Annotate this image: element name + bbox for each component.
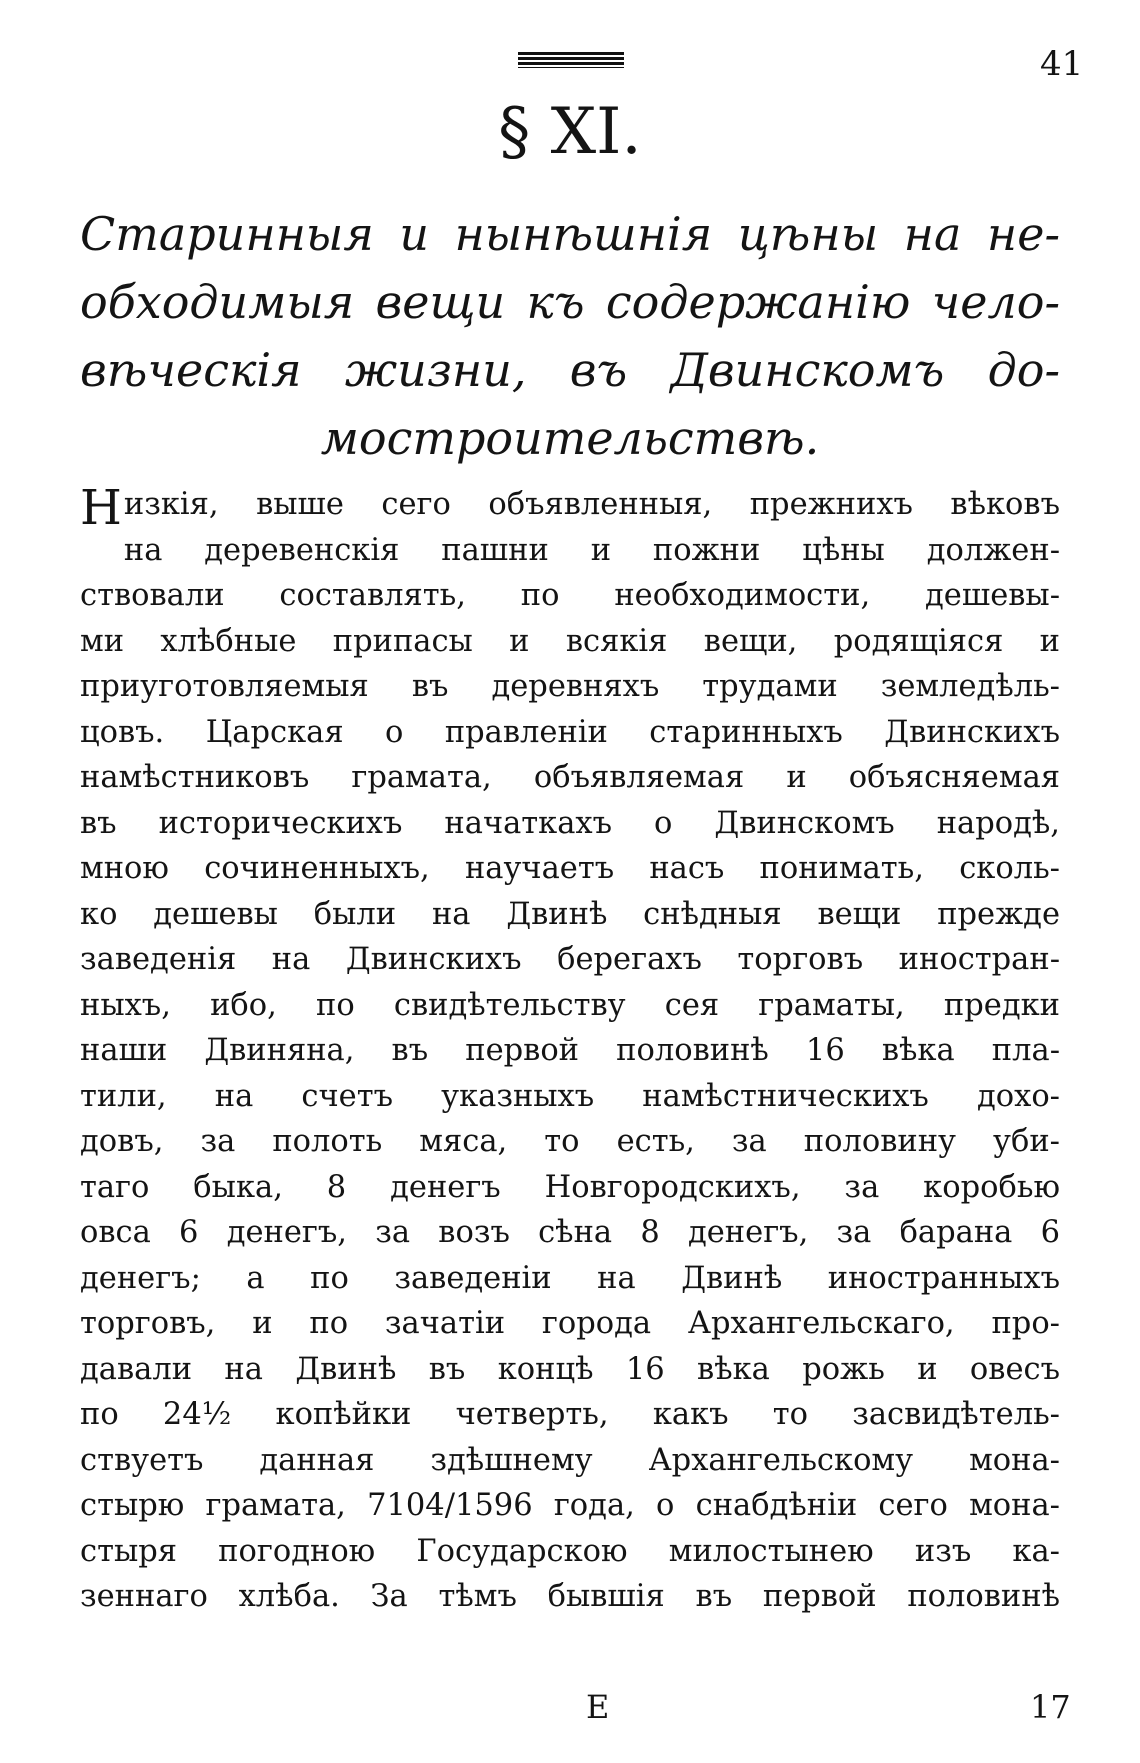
text-line: мною сочиненныхъ, научаетъ насъ понимать, сколь- bbox=[80, 851, 1060, 886]
title-line: Старинныя и нынѣшнія цѣны на не- bbox=[80, 207, 1060, 261]
text-line: изкія, выше сего объявленныя, прежнихъ вѣковъ bbox=[123, 487, 1060, 522]
catchword: 17 bbox=[1030, 1688, 1071, 1726]
text-line: ми хлѣбные припасы и всякія вещи, родящіяся и bbox=[80, 623, 1060, 659]
text-line: торговъ, и по зачатіи города Архангельскаго, про- bbox=[80, 1306, 1060, 1341]
section-heading: § XI. bbox=[498, 95, 642, 169]
chapter-title bbox=[80, 200, 1060, 472]
text-line: ко дешевы были на Двинѣ снѣдныя вещи прежде bbox=[80, 896, 1060, 932]
text-line: ствуетъ данная здѣшнему Архангельскому мона- bbox=[80, 1442, 1060, 1478]
drop-cap: Н bbox=[80, 480, 122, 536]
title-line: мостроительствѣ. bbox=[320, 411, 820, 465]
signature-mark: Е bbox=[586, 1688, 610, 1726]
text-line: ныхъ, ибо, по свидѣтельству сея граматы, предки bbox=[80, 987, 1060, 1023]
text-line: давали на Двинѣ въ концѣ 16 вѣка рожь и овесъ bbox=[80, 1351, 1060, 1387]
text-line: зеннаго хлѣба. За тѣмъ бывшія въ первой половинѣ bbox=[80, 1579, 1060, 1614]
header-rule bbox=[518, 52, 624, 68]
title-line: обходимыя вещи къ содержанію чело- bbox=[80, 275, 1060, 329]
text-line: денегъ; а по заведеніи на Двинѣ иностранныхъ bbox=[80, 1260, 1060, 1296]
text-line: по 24½ копѣйки четверть, какъ то засвидѣтель- bbox=[80, 1397, 1060, 1432]
body-paragraph bbox=[80, 482, 1060, 1620]
text-line: намѣстниковъ грамата, объявляемая и объясняемая bbox=[80, 760, 1060, 795]
text-line: приуготовляемыя въ деревняхъ трудами земледѣль- bbox=[80, 669, 1060, 704]
text-line: ствовали составлять, по необходимости, дешевы- bbox=[80, 578, 1060, 613]
text-line: цовъ. Царская о правленіи старинныхъ Двинскихъ bbox=[80, 714, 1060, 750]
text-line: овса 6 денегъ, за возъ сѣна 8 денегъ, за барана 6 bbox=[80, 1215, 1060, 1250]
text-line: таго быка, 8 денегъ Новгородскихъ, за коробью bbox=[80, 1169, 1060, 1205]
text-line: въ историческихъ начаткахъ о Двинскомъ народѣ, bbox=[80, 805, 1060, 841]
page-number: 41 bbox=[1040, 44, 1084, 84]
text-line: на деревенскія пашни и пожни цѣны должен- bbox=[123, 532, 1060, 568]
text-line: наши Двиняна, въ первой половинѣ 16 вѣка пла- bbox=[80, 1033, 1060, 1068]
text-line: стыря погодною Государскою милостынею изъ ка- bbox=[80, 1533, 1060, 1569]
text-line: довъ, за полоть мяса, то есть, за половину уби- bbox=[80, 1124, 1060, 1159]
text-line: заведенія на Двинскихъ берегахъ торговъ иностран- bbox=[80, 942, 1060, 977]
text-line: тили, на счетъ указныхъ намѣстническихъ дохо- bbox=[80, 1078, 1060, 1114]
title-line: вѣческія жизни, въ Двинскомъ до- bbox=[80, 343, 1060, 397]
text-line: стырю грамата, 7104/1596 года, о снабдѣніи сего мона- bbox=[80, 1488, 1060, 1523]
